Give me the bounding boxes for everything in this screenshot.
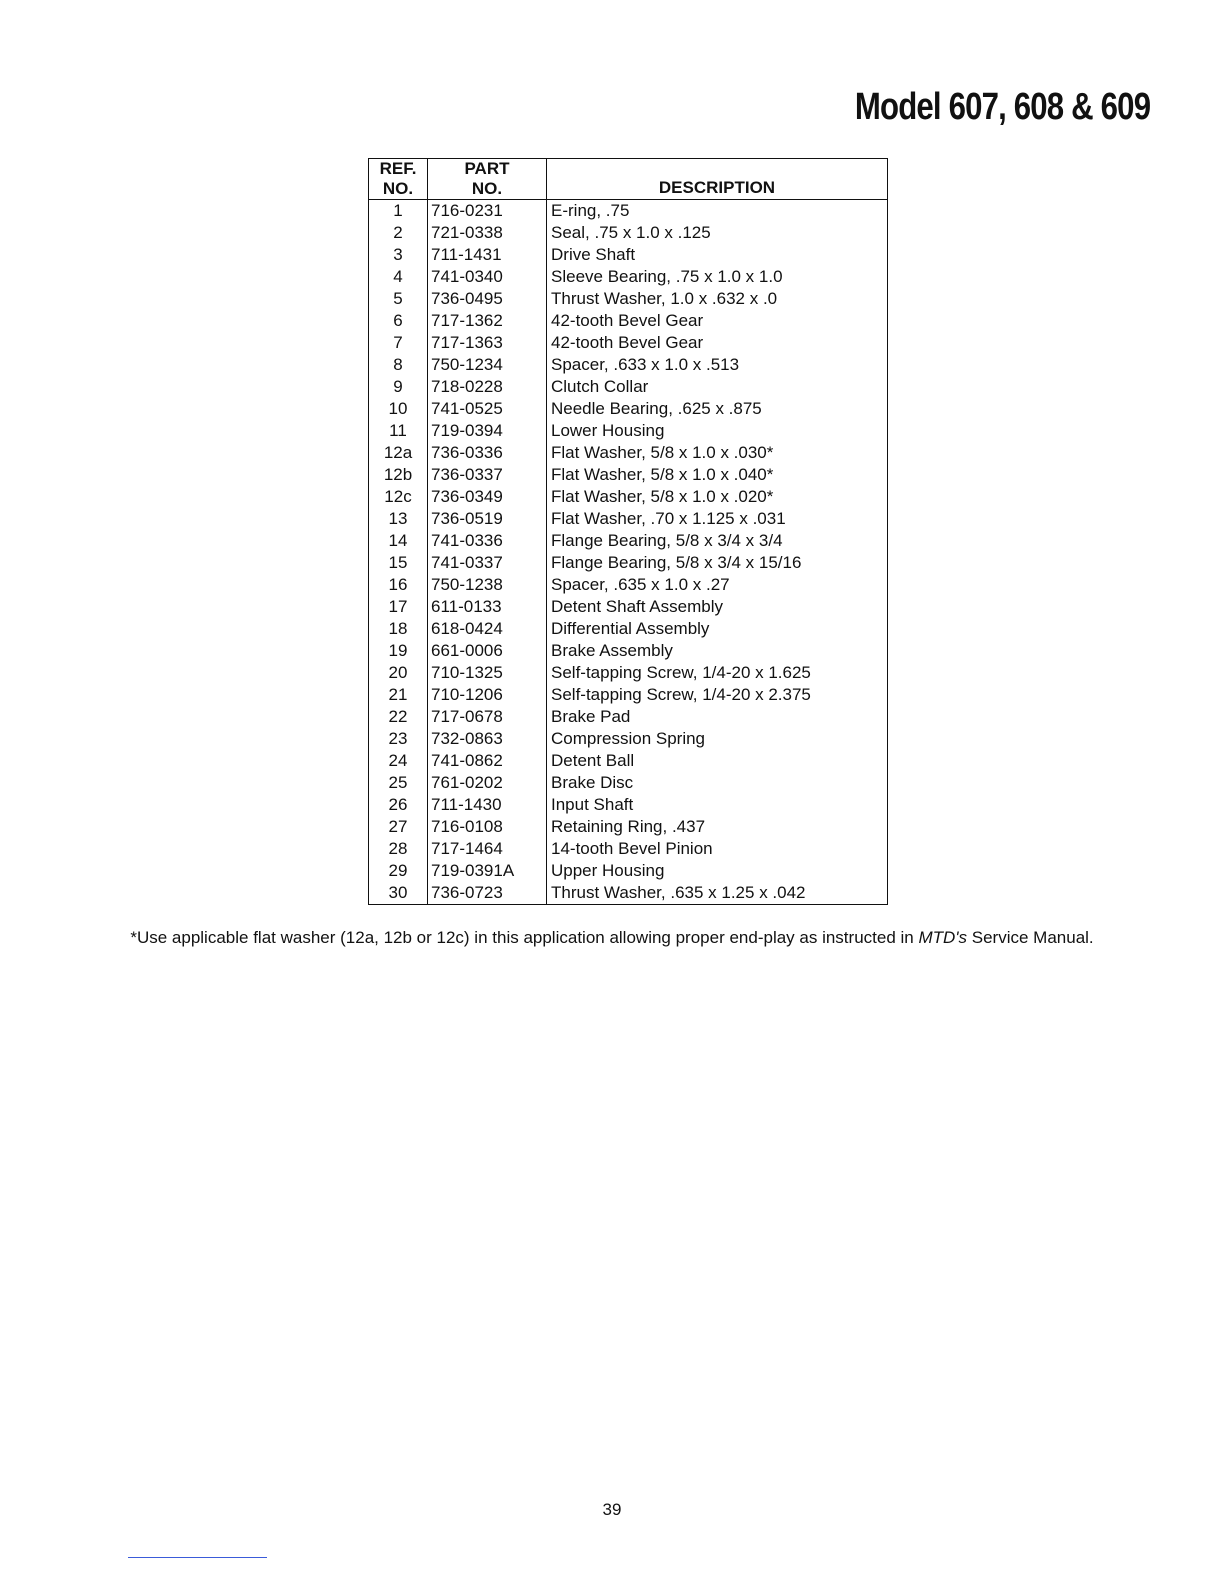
part-no-cell: 710-1325 bbox=[428, 662, 547, 684]
description-cell: Differential Assembly bbox=[551, 619, 710, 638]
ref-no-cell: 23 bbox=[369, 728, 428, 750]
description-cell: Flat Washer, 5/8 x 1.0 x .030* bbox=[551, 443, 774, 462]
table-row bbox=[369, 816, 888, 838]
table-row bbox=[369, 310, 888, 332]
ref-no-cell: 24 bbox=[369, 750, 428, 772]
page-number: 39 bbox=[602, 1500, 622, 1519]
description-cell: E-ring, .75 bbox=[551, 201, 630, 220]
description-cell: Brake Pad bbox=[551, 707, 631, 726]
part-no-cell: 716-0108 bbox=[428, 816, 547, 838]
ref-no-cell: 7 bbox=[369, 332, 428, 354]
part-no-cell: 741-0336 bbox=[428, 530, 547, 552]
table-row bbox=[369, 750, 888, 772]
footnote-text-after: Service Manual. bbox=[967, 928, 1094, 947]
table-row bbox=[369, 420, 888, 442]
ref-no-cell: 6 bbox=[369, 310, 428, 332]
table-row bbox=[369, 838, 888, 860]
table-row bbox=[369, 200, 888, 223]
ref-no-cell: 1 bbox=[369, 200, 428, 223]
table-row bbox=[369, 574, 888, 596]
ref-no-cell: 20 bbox=[369, 662, 428, 684]
table-row bbox=[369, 552, 888, 574]
table-row bbox=[369, 860, 888, 882]
table-row bbox=[369, 244, 888, 266]
description-cell: Flat Washer, 5/8 x 1.0 x .020* bbox=[551, 487, 774, 506]
ref-no-cell: 16 bbox=[369, 574, 428, 596]
ref-no-cell: 26 bbox=[369, 794, 428, 816]
ref-no-cell: 8 bbox=[369, 354, 428, 376]
part-no-cell: 710-1206 bbox=[428, 684, 547, 706]
description-cell: Flat Washer, .70 x 1.125 x .031 bbox=[551, 509, 786, 528]
table-row bbox=[369, 464, 888, 486]
ref-no-cell: 25 bbox=[369, 772, 428, 794]
ref-no-cell: 28 bbox=[369, 838, 428, 860]
part-no-cell: 719-0394 bbox=[428, 420, 547, 442]
part-no-cell: 717-1362 bbox=[428, 310, 547, 332]
part-no-cell: 741-0337 bbox=[428, 552, 547, 574]
part-no-cell: 736-0519 bbox=[428, 508, 547, 530]
table-row bbox=[369, 882, 888, 905]
footnote-text-before: *Use applicable flat washer (12a, 12b or 12c) in this application allowing proper end-play as instructed in bbox=[130, 928, 919, 947]
part-header-line2: NO. bbox=[471, 179, 503, 198]
ref-header-line1: REF. bbox=[379, 159, 417, 178]
description-cell: 42-tooth Bevel Gear bbox=[551, 333, 704, 352]
ref-no-cell: 27 bbox=[369, 816, 428, 838]
ref-no-cell: 18 bbox=[369, 618, 428, 640]
footnote bbox=[0, 928, 1224, 948]
ref-no-cell: 5 bbox=[369, 288, 428, 310]
description-cell: Brake Disc bbox=[551, 773, 634, 792]
table-row bbox=[369, 222, 888, 244]
ref-no-cell: 2 bbox=[369, 222, 428, 244]
table-row bbox=[369, 596, 888, 618]
table-row bbox=[369, 728, 888, 750]
part-no-cell: 736-0723 bbox=[428, 882, 547, 905]
part-no-header bbox=[428, 159, 547, 200]
description-cell: Flat Washer, 5/8 x 1.0 x .040* bbox=[551, 465, 774, 484]
part-no-cell: 741-0525 bbox=[428, 398, 547, 420]
ref-no-cell: 4 bbox=[369, 266, 428, 288]
description-cell: Clutch Collar bbox=[551, 377, 649, 396]
description-cell: Thrust Washer, .635 x 1.25 x .042 bbox=[551, 883, 806, 902]
ref-no-cell: 9 bbox=[369, 376, 428, 398]
description-cell: Input Shaft bbox=[551, 795, 634, 814]
description-cell: Flange Bearing, 5/8 x 3/4 x 3/4 bbox=[551, 531, 783, 550]
table-row bbox=[369, 508, 888, 530]
table-row bbox=[369, 640, 888, 662]
description-header: DESCRIPTION bbox=[547, 159, 888, 200]
description-cell: Retaining Ring, .437 bbox=[551, 817, 706, 836]
table-header-row bbox=[369, 159, 888, 200]
part-no-cell: 717-0678 bbox=[428, 706, 547, 728]
table-row bbox=[369, 398, 888, 420]
ref-no-cell: 12a bbox=[369, 442, 428, 464]
table-row bbox=[369, 662, 888, 684]
part-no-cell: 750-1238 bbox=[428, 574, 547, 596]
description-cell: Drive Shaft bbox=[551, 245, 636, 264]
description-cell: Needle Bearing, .625 x .875 bbox=[551, 399, 762, 418]
description-cell: Flange Bearing, 5/8 x 3/4 x 15/16 bbox=[551, 553, 802, 572]
part-no-cell: 721-0338 bbox=[428, 222, 547, 244]
table-row bbox=[369, 772, 888, 794]
table-row bbox=[369, 530, 888, 552]
description-cell: Thrust Washer, 1.0 x .632 x .0 bbox=[551, 289, 778, 308]
part-no-cell: 711-1431 bbox=[428, 244, 547, 266]
description-cell: Sleeve Bearing, .75 x 1.0 x 1.0 bbox=[551, 267, 783, 286]
ref-header-line2: NO. bbox=[382, 179, 414, 198]
parts-table bbox=[368, 158, 888, 905]
part-no-cell: 736-0337 bbox=[428, 464, 547, 486]
table-row bbox=[369, 618, 888, 640]
part-no-cell: 719-0391A bbox=[428, 860, 547, 882]
description-cell: Self-tapping Screw, 1/4-20 x 2.375 bbox=[551, 685, 811, 704]
ref-no-header bbox=[369, 159, 428, 200]
description-cell: 42-tooth Bevel Gear bbox=[551, 311, 704, 330]
description-cell: Spacer, .633 x 1.0 x .513 bbox=[551, 355, 740, 374]
part-no-cell: 718-0228 bbox=[428, 376, 547, 398]
ref-no-cell: 10 bbox=[369, 398, 428, 420]
ref-no-cell: 12b bbox=[369, 464, 428, 486]
description-cell: Compression Spring bbox=[551, 729, 706, 748]
table-row bbox=[369, 442, 888, 464]
table-row bbox=[369, 486, 888, 508]
ref-no-cell: 12c bbox=[369, 486, 428, 508]
part-no-cell: 761-0202 bbox=[428, 772, 547, 794]
part-no-cell: 741-0340 bbox=[428, 266, 547, 288]
description-cell: Detent Ball bbox=[551, 751, 635, 770]
ref-no-cell: 30 bbox=[369, 882, 428, 905]
description-cell: Brake Assembly bbox=[551, 641, 673, 660]
description-cell: Spacer, .635 x 1.0 x .27 bbox=[551, 575, 730, 594]
part-no-cell: 711-1430 bbox=[428, 794, 547, 816]
description-cell: Self-tapping Screw, 1/4-20 x 1.625 bbox=[551, 663, 811, 682]
table-row bbox=[369, 288, 888, 310]
page-title: Model 607, 608 & 609 bbox=[854, 86, 1150, 128]
table-row bbox=[369, 706, 888, 728]
table-row bbox=[369, 332, 888, 354]
ref-no-cell: 29 bbox=[369, 860, 428, 882]
table-row bbox=[369, 266, 888, 288]
part-no-cell: 736-0495 bbox=[428, 288, 547, 310]
part-no-cell: 736-0349 bbox=[428, 486, 547, 508]
ref-no-cell: 13 bbox=[369, 508, 428, 530]
part-no-cell: 716-0231 bbox=[428, 200, 547, 223]
ref-no-cell: 3 bbox=[369, 244, 428, 266]
part-no-cell: 732-0863 bbox=[428, 728, 547, 750]
ref-no-cell: 15 bbox=[369, 552, 428, 574]
parts-table-body bbox=[369, 200, 888, 905]
table-row bbox=[369, 684, 888, 706]
part-no-cell: 717-1363 bbox=[428, 332, 547, 354]
ref-no-cell: 21 bbox=[369, 684, 428, 706]
footer-link-underline bbox=[128, 1557, 267, 1558]
part-no-cell: 741-0862 bbox=[428, 750, 547, 772]
part-no-cell: 611-0133 bbox=[428, 596, 547, 618]
table-row bbox=[369, 376, 888, 398]
part-no-cell: 618-0424 bbox=[428, 618, 547, 640]
description-cell: Seal, .75 x 1.0 x .125 bbox=[551, 223, 711, 242]
part-header-line1: PART bbox=[464, 159, 510, 178]
part-no-cell: 750-1234 bbox=[428, 354, 547, 376]
description-cell: Upper Housing bbox=[551, 861, 665, 880]
ref-no-cell: 19 bbox=[369, 640, 428, 662]
footnote-text-italic: MTD's bbox=[918, 928, 968, 947]
part-no-cell: 717-1464 bbox=[428, 838, 547, 860]
ref-no-cell: 14 bbox=[369, 530, 428, 552]
part-no-cell: 736-0336 bbox=[428, 442, 547, 464]
description-cell: Lower Housing bbox=[551, 421, 665, 440]
description-cell: 14-tooth Bevel Pinion bbox=[551, 839, 713, 858]
ref-no-cell: 11 bbox=[369, 420, 428, 442]
ref-no-cell: 17 bbox=[369, 596, 428, 618]
table-row bbox=[369, 794, 888, 816]
description-cell: Detent Shaft Assembly bbox=[551, 597, 723, 616]
ref-no-cell: 22 bbox=[369, 706, 428, 728]
part-no-cell: 661-0006 bbox=[428, 640, 547, 662]
table-row bbox=[369, 354, 888, 376]
